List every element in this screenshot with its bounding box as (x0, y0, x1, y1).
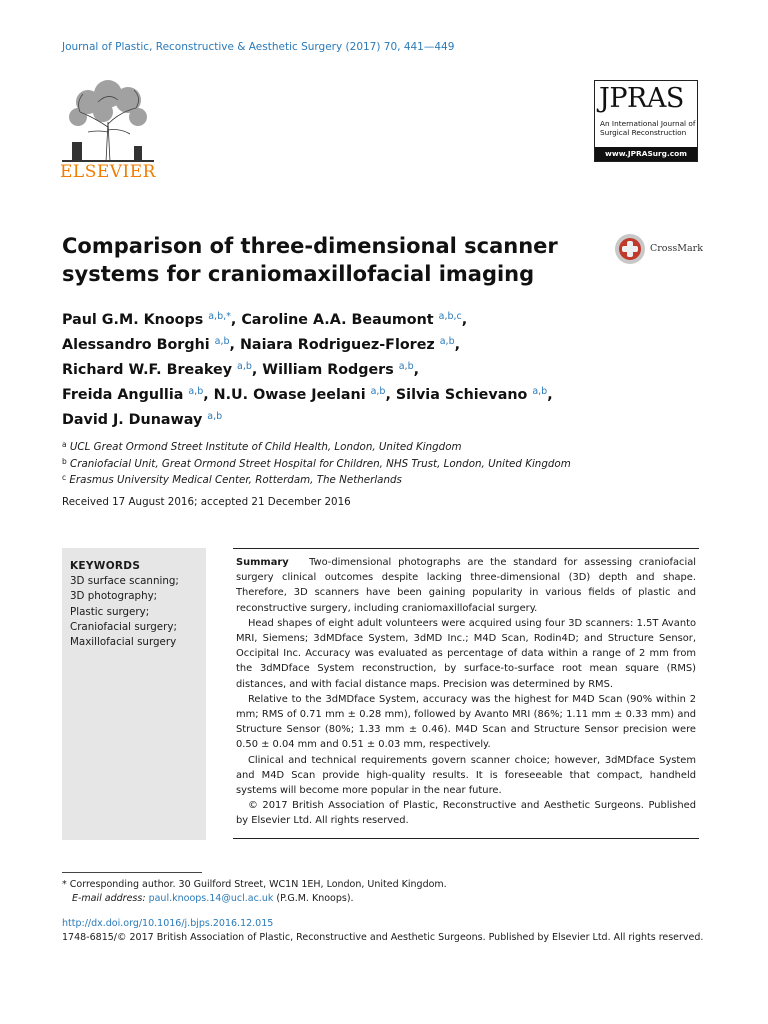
author-affiliation-marker[interactable]: a,b (532, 386, 548, 397)
affiliation-item: $^b$ Craniofacial Unit, Great Ormond Street Hospital for Children, NHS Trust, London, United Kingdom (62, 456, 571, 470)
author-name: Paul G.M. Knoops (62, 312, 204, 328)
footnote-rule (62, 872, 202, 873)
author-name: Freida Angullia (62, 387, 184, 403)
author-name: William Rodgers (262, 362, 394, 378)
affiliation-item: $^a$ UCL Great Ormond Street Institute of Child Health, London, United Kingdom (62, 440, 462, 453)
author-affiliation-marker[interactable]: a,b,c (438, 311, 462, 322)
author-affiliation-marker[interactable]: a,b (398, 361, 414, 372)
author-list: Paul G.M. Knoops $^{a,b,*}$, Caroline A.A. Beaumont $^{a,b,c}$, Alessandro Borghi $^{a,b}$, Naiara Rodriguez-Florez $^{a,b}$, Richard W.F. Breakey $^{a,b}$, William Rodgers $^{a,b}$, Freida Angullia $^{a,b}$, N.U. Owase Jeelani $^{a,b}$, Silvia Schievano $^{a,b}$, David J. Dunaway $^{a,b}$ (62, 311, 553, 428)
author-affiliation-marker[interactable]: a,b,* (208, 311, 231, 322)
issn-copyright: 1748-6815/© 2017 British Association of Plastic, Reconstructive and Aesthetic Surgeons. Published by Elsevier Ltd. All rights reserved. (62, 932, 704, 943)
author-name: Richard W.F. Breakey (62, 362, 233, 378)
crossmark-label: CrossMark (650, 243, 703, 254)
crossmark-icon (614, 233, 646, 265)
article-title: Comparison of three-dimensional scanner systems for craniomaxillofacial imaging (62, 234, 558, 286)
received-dates: Received 17 August 2016; accepted 21 December 2016 (62, 496, 351, 508)
summary-copyright: © 2017 British Association of Plastic, Reconstructive and Aesthetic Surgeons. Published by Elsevier Ltd. All rights reserved. (236, 800, 696, 827)
author-affiliation-marker[interactable]: a,b (207, 411, 223, 422)
email-link[interactable]: paul.knoops.14@ucl.ac.uk (148, 893, 274, 904)
author-name: Naiara Rodriguez-Florez (239, 337, 435, 353)
author-affiliation-marker[interactable]: a,b (214, 336, 230, 347)
summary-top-rule (233, 548, 699, 549)
author-name: Caroline A.A. Beaumont (241, 312, 434, 328)
summary-paragraph: Clinical and technical requirements govern scanner choice; however, 3dMDface System and M4D Scan provide high-quality results. It is foreseeable that compact, handheld systems will become more popular in the near future. (236, 754, 696, 797)
crossmark-badge[interactable] (614, 233, 764, 265)
journal-citation-link[interactable]: Journal of Plastic, Reconstructive & Aesthetic Surgery (2017) 70, 441—449 (62, 41, 455, 53)
author-name: N.U. Owase Jeelani (213, 387, 366, 403)
corresponding-author: * Corresponding author. 30 Guilford Street, WC1N 1EH, London, United Kingdom. (62, 879, 447, 890)
author-affiliation-marker[interactable]: a,b (370, 386, 386, 397)
author-name: Silvia Schievano (395, 387, 528, 403)
author-affiliation-marker[interactable]: a,b (439, 336, 455, 347)
author-name: Alessandro Borghi (62, 337, 210, 353)
affiliation-item: $^c$ Erasmus University Medical Center, Rotterdam, The Netherlands (62, 473, 402, 486)
author-affiliation-marker[interactable]: a,b (237, 361, 252, 372)
jpras-url[interactable]: www.JPRASurg.com (595, 147, 697, 161)
summary-paragraph: Head shapes of eight adult volunteers were acquired using four 3D scanners: 1.5T Avanto MRI, Siemens; 3dMDface System, 3dMD Inc.; M4D Scan, Rodin4D; and Structure Sensor, Occipital Inc. Accuracy was evaluated as percentage of data within a range of 2 mm from the 3dMDface System reconstruction, by surface-to-surface root mean square (RMS) distances, and with facial distance maps. Precision was determined by RMS. (236, 617, 696, 690)
summary-lead: Summary (236, 557, 289, 568)
corresponding-footnote (62, 878, 682, 906)
keyword-item: Plastic surgery; (70, 605, 150, 618)
author-affiliation-marker[interactable]: a,b (188, 386, 204, 397)
summary-bottom-rule (233, 838, 699, 839)
summary-abstract (236, 555, 696, 829)
elsevier-wordmark: ELSEVIER (60, 162, 156, 182)
jpras-subtitle: An International Journal of Surgical Reconstruction (600, 119, 696, 137)
affiliations (62, 438, 682, 488)
jpras-title: JPRAS (599, 83, 684, 114)
keywords-panel (62, 548, 206, 840)
summary-paragraph: Relative to the 3dMDface System, accuracy was the highest for M4D Scan (90% within 2 mm; RMS of 0.71 mm ± 0.28 mm), followed by Avanto MRI (86%; 1.11 mm ± 0.33 mm) and Structure Sensor (80%; 1.33 mm ± 0.46). M4D Scan and Structure Sensor precision were 0.50 ± 0.04 mm and 0.51 ± 0.03 mm, respectively. (236, 693, 696, 751)
email-line: E-mail address: paul.knoops.14@ucl.ac.uk (P.G.M. Knoops). (72, 893, 354, 904)
keyword-item: 3D surface scanning; (70, 575, 179, 587)
keyword-item: 3D photography; (70, 590, 158, 603)
elsevier-tree-logo (58, 72, 158, 164)
keywords-list (70, 574, 179, 650)
summary-paragraph: Summary Two-dimensional photographs are the standard for assessing craniofacial surgery clinical outcomes despite lacking three-dimensional (3D) depth and shape. Therefore, 3D scanners have been gaining popularity in various fields of plastic and reconstructive surgery, including craniomaxillofacial surgery. (236, 557, 697, 614)
doi-link[interactable]: http://dx.doi.org/10.1016/j.bjps.2016.12.015 (62, 918, 274, 929)
keyword-item: Craniofacial surgery; (70, 620, 177, 633)
keywords-heading: KEYWORDS (70, 560, 141, 572)
jpras-journal-logo[interactable] (594, 80, 698, 162)
keyword-item: Maxillofacial surgery (70, 636, 177, 649)
author-name: David J. Dunaway (62, 412, 203, 428)
